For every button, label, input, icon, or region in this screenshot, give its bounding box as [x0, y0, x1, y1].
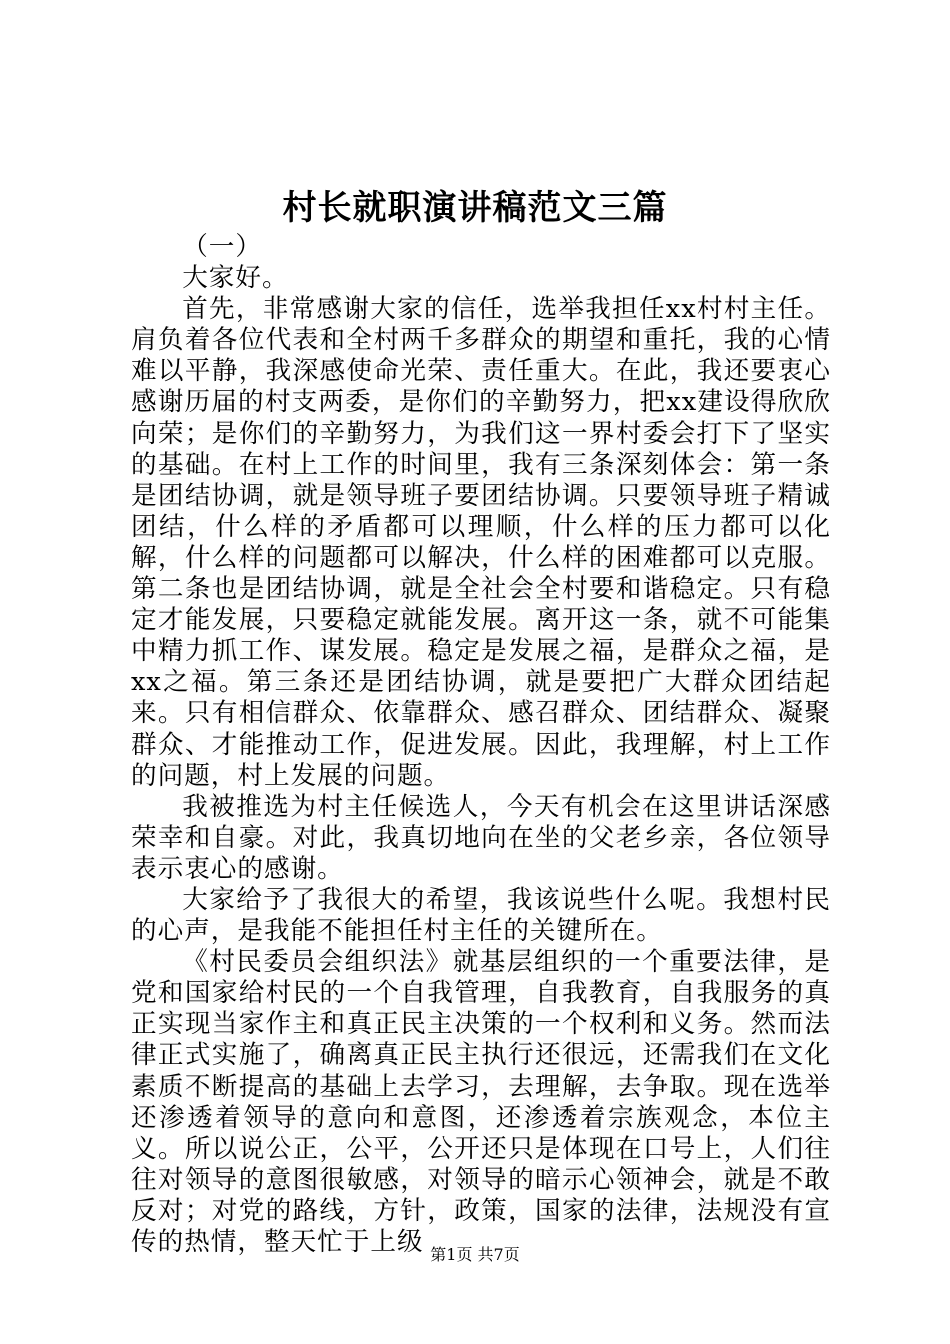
page-footer: 第1页 共7页 — [430, 1245, 520, 1264]
document-title: 村长就职演讲稿范文三篇 — [282, 188, 668, 228]
body-paragraph: 《村民委员会组织法》就基层组织的一个重要法律，是党和国家给村民的一个自我管理，自我教育，自我服务的真正实现当家作主和真正民主决策的一个权利和义务。然而法律正式实施了，确离真正民主执行还很远，还需我们在文化素质不断提高的基础上去学习，去理解，去争取。现在选举还渗透着领导的意向和意图，还渗透着宗族观念，本位主义。所以说公正，公平，公开还只是体现在口号上，人们往往对领导的意图很敏感，对领导的暗示心领神会，就是不敢反对；对党的路线，方针，政策，国家的法律，法规没有宣传的热情，整天忙于上级 — [131, 947, 831, 1257]
document-body — [131, 232, 831, 1258]
greeting-paragraph: 大家好。 — [182, 263, 289, 294]
section-marker: （一） — [182, 232, 262, 262]
body-paragraph: 首先，非常感谢大家的信任，选举我担任xx村村主任。肩负着各位代表和全村两千多群众的期望和重托，我的心情难以平静，我深感使命光荣、责任重大。在此，我还要衷心感谢历届的村支两委，是你们的辛勤努力，把xx建设得欣欣向荣；是你们的辛勤努力，为我们这一界村委会打下了坚实的基础。在村上工作的时间里，我有三条深刻体会：第一条是团结协调，就是领导班子要团结协调。只要领导班子精诚团结，什么样的矛盾都可以理顺，什么样的压力都可以化解，什么样的问题都可以解决，什么样的困难都可以克服。第二条也是团结协调，就是全社会全村要和谐稳定。只有稳定才能发展，只要稳定就能发展。离开这一条，就不可能集中精力抓工作、谋发展。稳定是发展之福，是群众之福，是xx之福。第三条还是团结协调，就是要把广大群众团结起来。只有相信群众、依靠群众、感召群众、团结群众、凝聚群众、才能推动工作，促进发展。因此，我理解，村上工作的问题，村上发展的问题。 — [131, 294, 831, 791]
body-paragraph: 我被推选为村主任候选人，今天有机会在这里讲话深感荣幸和自豪。对此，我真切地向在坐的父老乡亲，各位领导表示衷心的感谢。 — [131, 791, 831, 884]
body-paragraph: 大家给予了我很大的希望，我该说些什么呢。我想村民的心声，是我能不能担任村主任的关键所在。 — [131, 884, 831, 947]
